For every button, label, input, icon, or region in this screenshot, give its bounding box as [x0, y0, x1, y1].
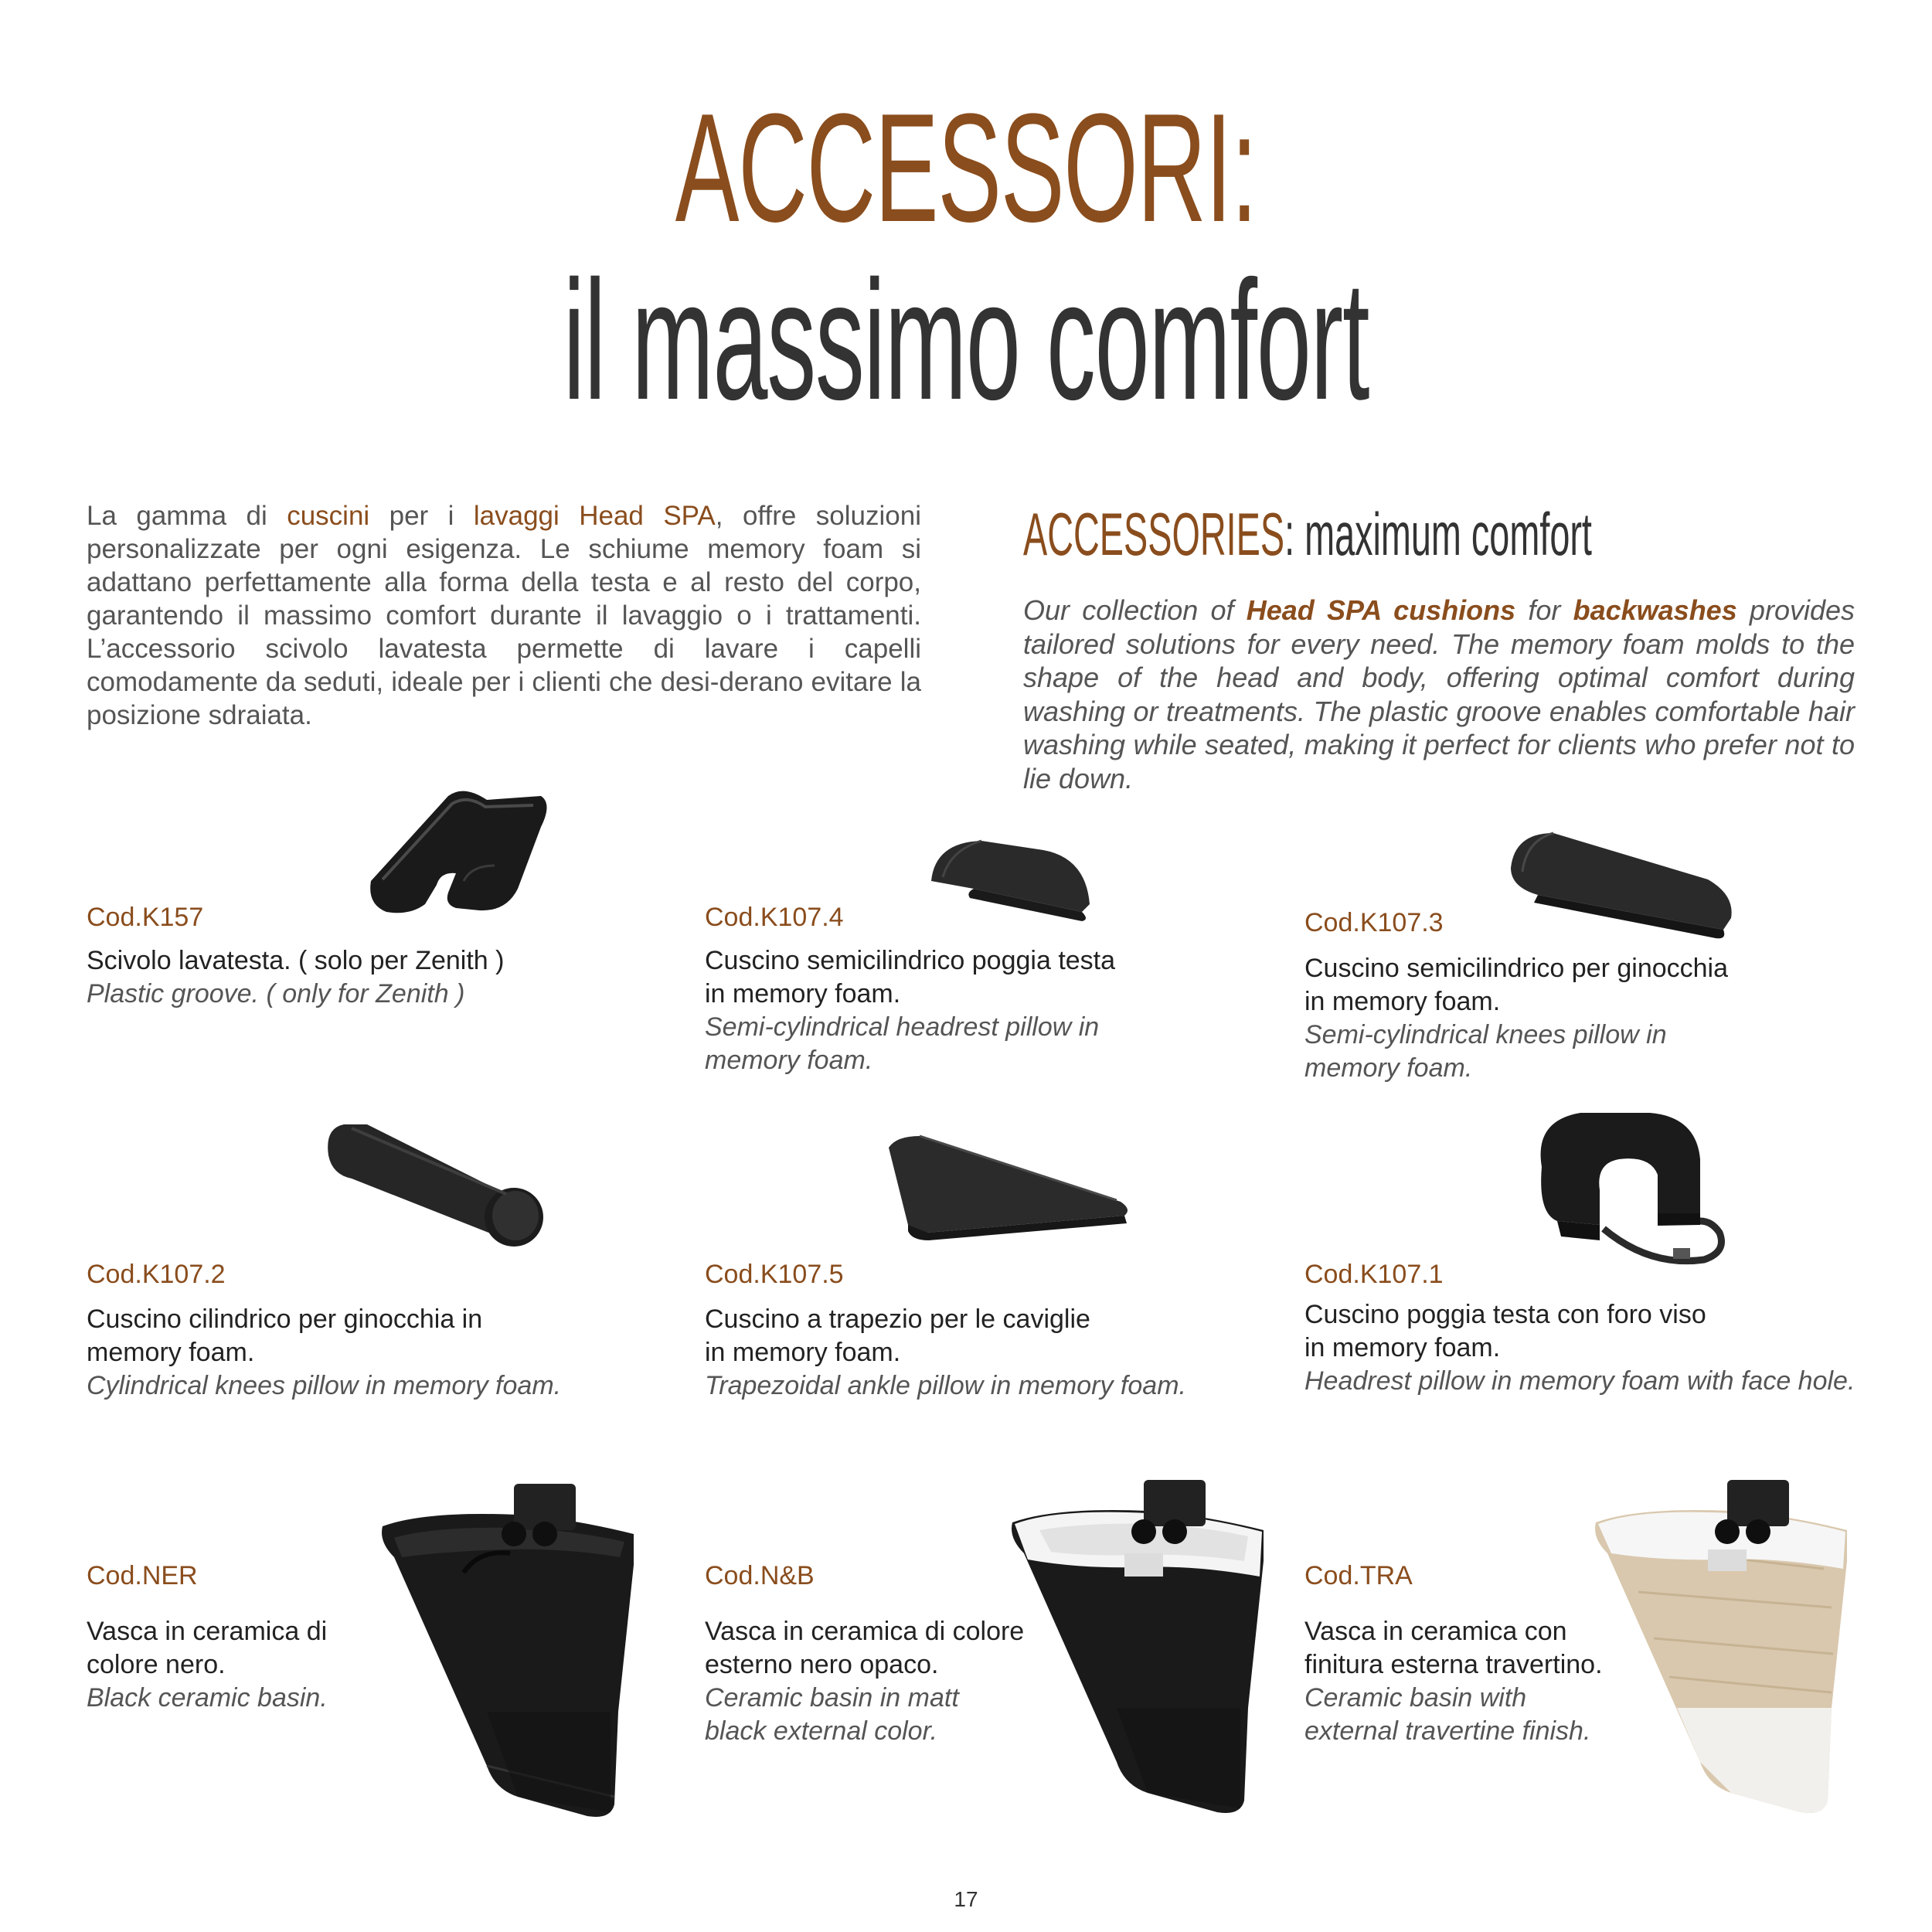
product-desc-en: external travertine finish. — [1304, 1716, 1591, 1746]
product-desc-en: memory foam. — [1304, 1053, 1473, 1083]
product-desc-en: memory foam. — [705, 1046, 873, 1075]
product-desc-k107-5 — [705, 1303, 1292, 1403]
product-desc-it: Cuscino semicilindrico poggia testa — [705, 946, 1116, 975]
product-desc-k107-3 — [1304, 952, 1845, 1085]
product-desc-it: Cuscino semicilindrico per ginocchia — [1304, 954, 1729, 983]
english-heading-rest: : maximum comfort — [1284, 500, 1592, 568]
product-desc-it: colore nero. — [87, 1650, 226, 1679]
product-desc-k107-1 — [1304, 1298, 1892, 1398]
product-desc-k107-2 — [87, 1303, 674, 1403]
product-code-ner: Cod.NER — [87, 1561, 198, 1590]
product-desc-en: Semi-cylindrical knees pillow in — [1304, 1020, 1667, 1049]
product-desc-en: Cylindrical knees pillow in memory foam. — [87, 1371, 562, 1400]
product-desc-it: finitura esterna travertino. — [1304, 1650, 1603, 1679]
page-title-line2: il massimo comfort — [563, 245, 1369, 435]
face-hole-pillow-image — [1526, 1105, 1735, 1271]
knees-pillow-image — [1507, 825, 1739, 941]
intro-english — [1023, 594, 1855, 795]
product-desc-en: Trapezoidal ankle pillow in memory foam. — [705, 1371, 1186, 1400]
black-white-basin-image — [1009, 1476, 1271, 1820]
product-desc-ner — [87, 1615, 380, 1715]
intro-it-text: , offre soluzioni personalizzate per ogni esigenza. Le schiume memory foam si adattano perfettamente alla forma della testa e al resto del corpo, garantendo il massimo comfort durante il lavaggio o i trattamenti. L’accessorio scivolo lavatesta permette di lavare i capelli comodamente da seduti, ideale per i clienti che desi-derano evitare la posizione sdraiata. — [87, 501, 921, 730]
intro-it-highlight: cuscini — [287, 501, 370, 531]
product-code-k107-3: Cod.K107.3 — [1304, 908, 1444, 937]
product-desc-en: black external color. — [705, 1716, 938, 1746]
intro-italian — [87, 499, 921, 732]
product-desc-it: in memory foam. — [1304, 987, 1501, 1016]
intro-en-highlight: backwashes — [1573, 594, 1737, 626]
product-code-k107-4: Cod.K107.4 — [705, 903, 844, 932]
intro-it-highlight: lavaggi Head SPA — [473, 501, 716, 531]
product-desc-it: in memory foam. — [705, 979, 901, 1009]
product-desc-en: Plastic groove. ( only for Zenith ) — [87, 979, 465, 1009]
product-desc-it: Vasca in ceramica con — [1304, 1617, 1567, 1646]
product-code-tra: Cod.TRA — [1304, 1561, 1413, 1590]
product-desc-it: Vasca in ceramica di — [87, 1617, 328, 1646]
product-code-k157: Cod.K157 — [87, 903, 204, 932]
intro-en-text: for — [1515, 594, 1573, 626]
intro-it-text: La gamma di — [87, 501, 287, 531]
product-desc-en: Semi-cylindrical headrest pillow in — [705, 1012, 1100, 1042]
headrest-pillow-image — [927, 835, 1094, 923]
plastic-groove-image — [363, 781, 556, 920]
product-code-k107-1: Cod.K107.1 — [1304, 1260, 1444, 1289]
english-heading — [1023, 499, 1592, 569]
product-desc-it: memory foam. — [87, 1338, 255, 1367]
product-desc-it: Cuscino a trapezio per le caviglie — [705, 1304, 1090, 1334]
english-heading-accent: ACCESSORIES — [1023, 500, 1285, 568]
product-desc-it: Vasca in ceramica di colore — [705, 1617, 1025, 1646]
cylindrical-pillow-image — [321, 1113, 553, 1248]
product-desc-nb — [705, 1615, 1029, 1748]
product-desc-en: Headrest pillow in memory foam with face hole. — [1304, 1366, 1855, 1396]
product-desc-en: Black ceramic basin. — [87, 1683, 328, 1713]
product-desc-it: Cuscino poggia testa con foro viso — [1304, 1300, 1706, 1329]
product-desc-k157 — [87, 944, 628, 1011]
trapezoidal-pillow-image — [881, 1132, 1136, 1240]
intro-it-text: per i — [369, 501, 474, 531]
product-desc-it: in memory foam. — [705, 1338, 901, 1367]
product-desc-it: Scivolo lavatesta. ( solo per Zenith ) — [87, 946, 505, 975]
intro-en-highlight: Head SPA cushions — [1246, 594, 1516, 626]
product-code-k107-5: Cod.K107.5 — [705, 1260, 844, 1289]
intro-en-text: Our collection of — [1023, 594, 1247, 626]
product-desc-it: in memory foam. — [1304, 1333, 1501, 1362]
product-desc-en: Ceramic basin with — [1304, 1683, 1527, 1713]
product-desc-it: Cuscino cilindrico per ginocchia in — [87, 1304, 483, 1334]
product-desc-it: esterno nero opaco. — [705, 1650, 939, 1679]
product-code-k107-2: Cod.K107.2 — [87, 1260, 226, 1289]
page-number: 17 — [954, 1887, 978, 1911]
intro-en-text: provides tailored solutions for every need. The memory foam molds to the shape of the head and body, offering optimal comfort during washing or treatments. The plastic groove enables comfortable hair washing while seated, making it perfect for clients who prefer not to lie down. — [1023, 594, 1855, 794]
product-desc-k107-4 — [705, 944, 1246, 1077]
product-desc-tra — [1304, 1615, 1629, 1748]
product-desc-en: Ceramic basin in matt — [705, 1683, 959, 1713]
travertine-basin-image — [1592, 1476, 1855, 1820]
page-title-line1: ACCESSORI: — [675, 82, 1257, 254]
product-code-nb: Cod.N&B — [705, 1561, 815, 1590]
black-basin-image — [379, 1480, 641, 1820]
